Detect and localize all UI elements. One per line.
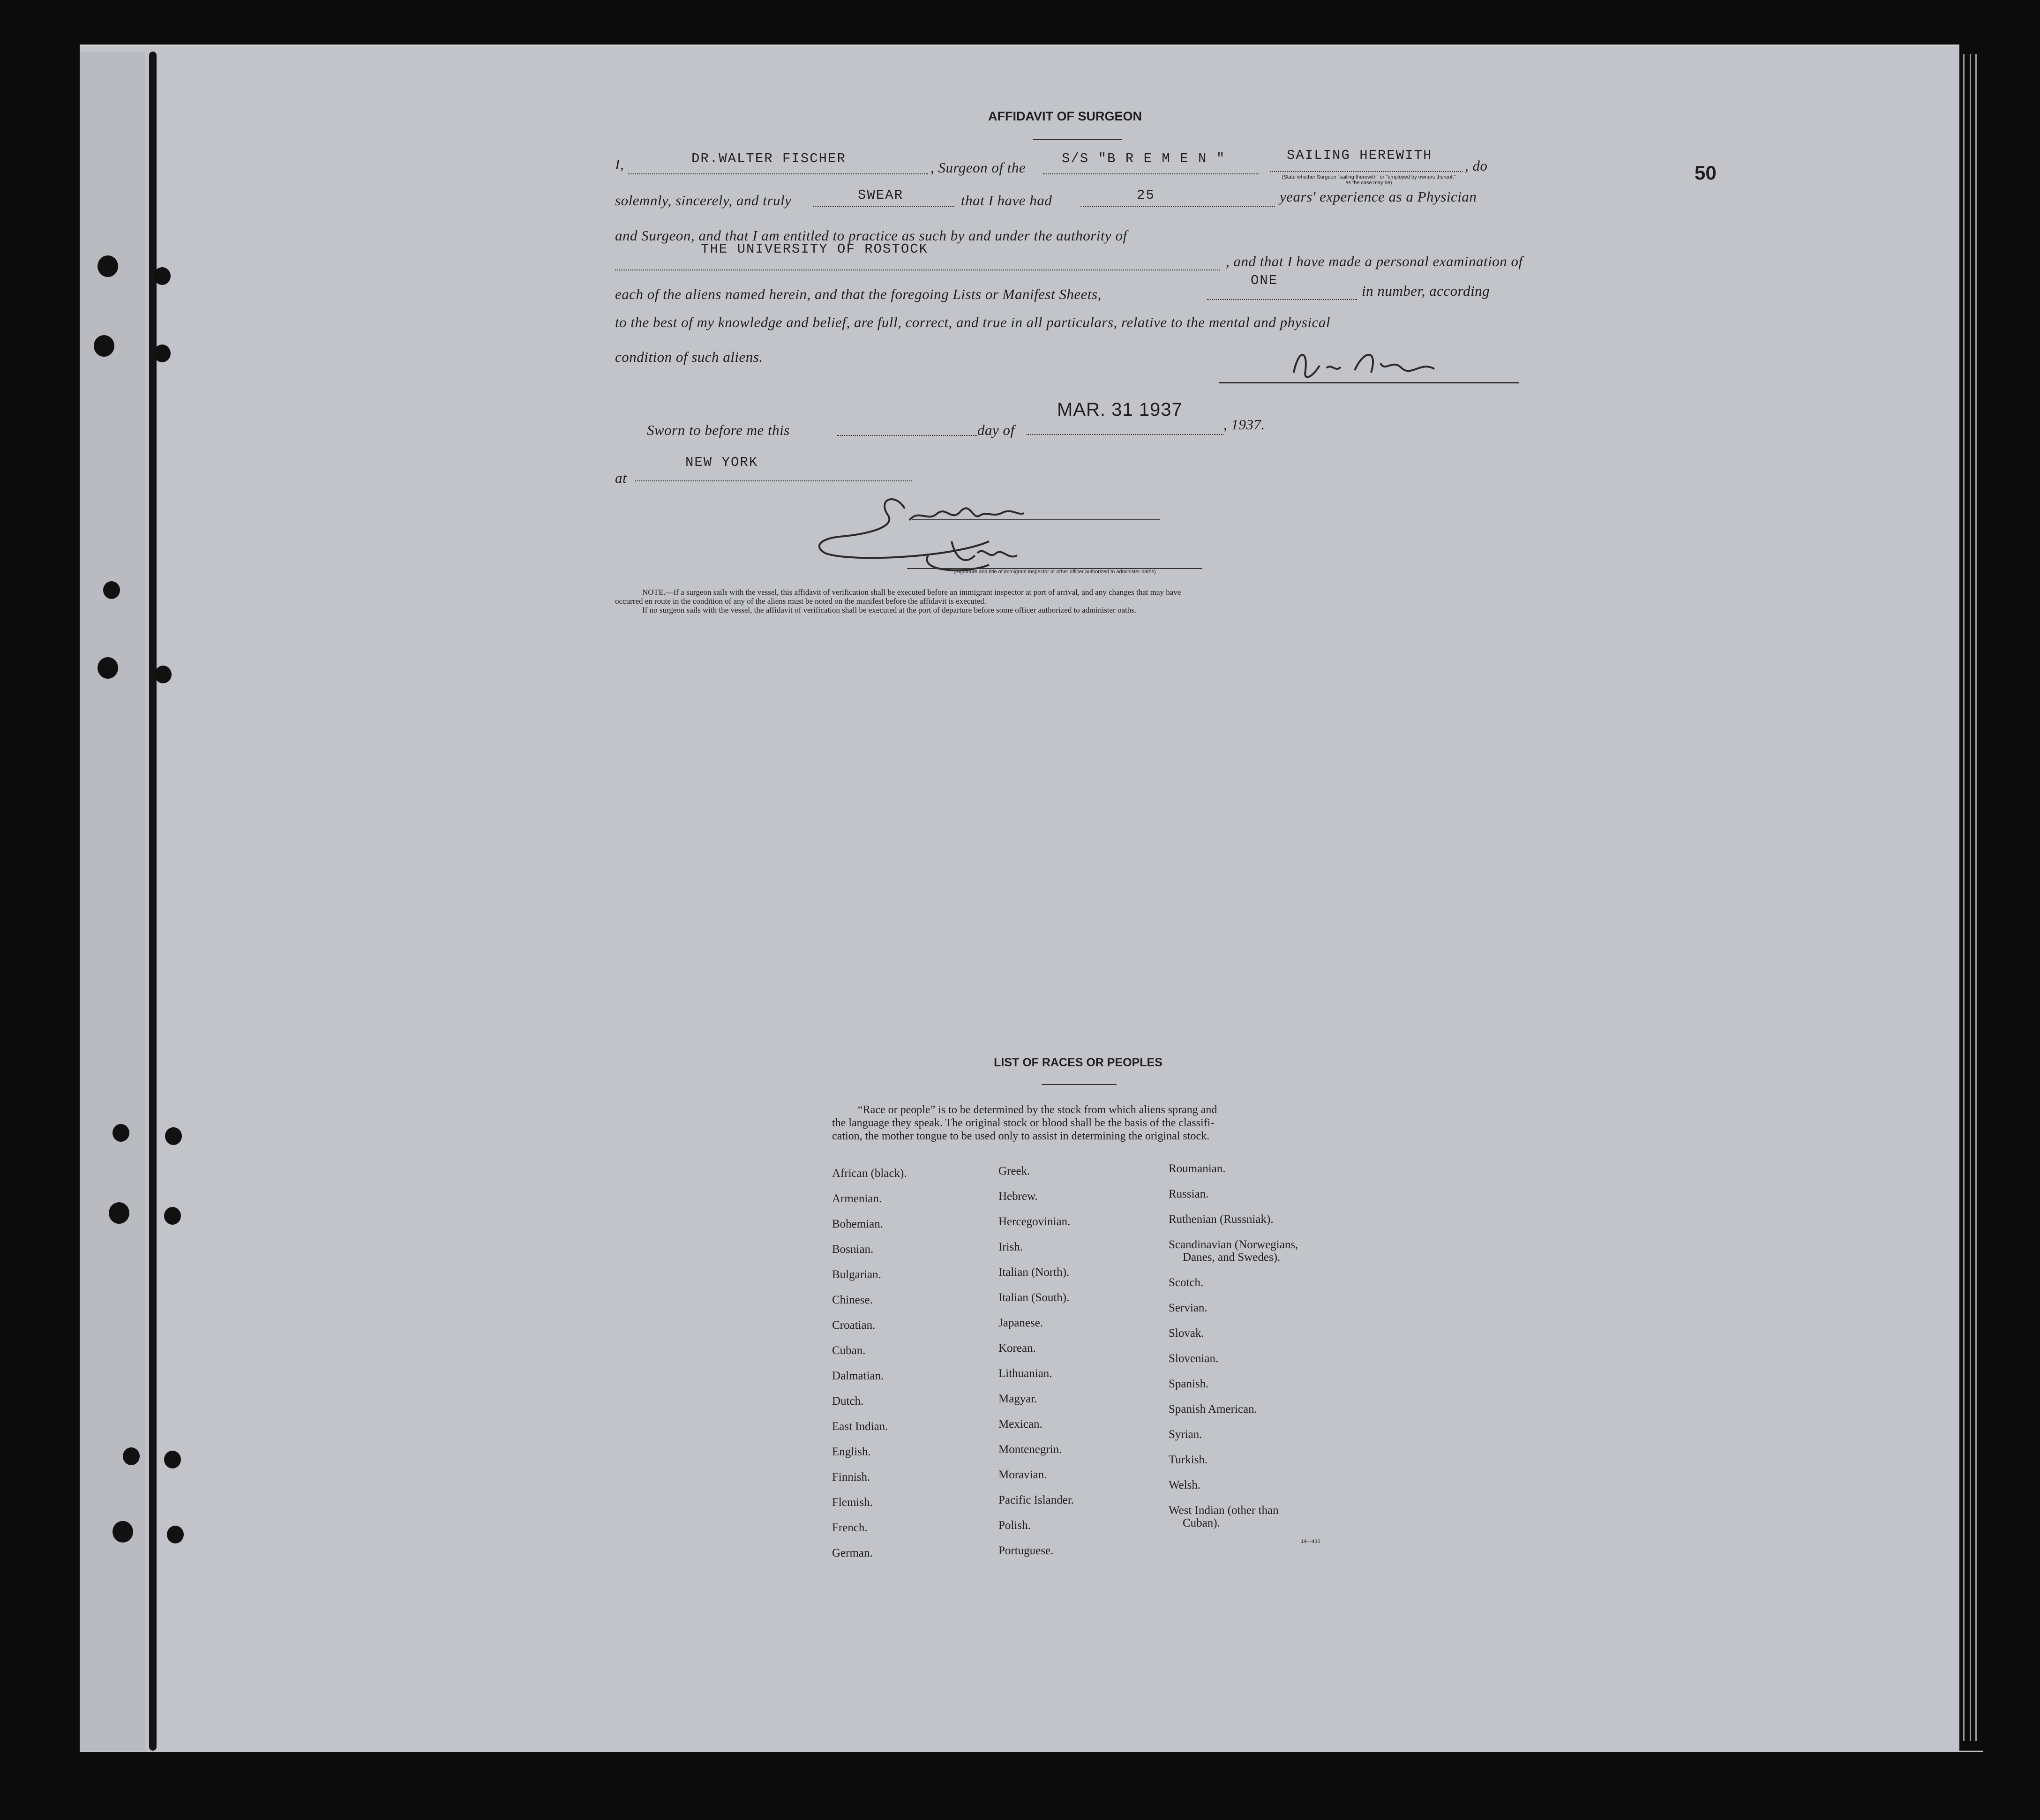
inspector-signature <box>811 490 1073 577</box>
affidavit-title: AFFIDAVIT OF SURGEON <box>988 109 1142 123</box>
race-item: Portuguese. <box>998 1544 1054 1557</box>
binding-hole <box>155 666 172 683</box>
races-title: LIST OF RACES OR PEOPLES <box>994 1056 1162 1069</box>
name-line <box>628 173 928 174</box>
races-column-3 <box>1169 1162 1298 1532</box>
race-item: Pacific Islander. <box>998 1494 1074 1506</box>
race-item <box>1169 1504 1298 1532</box>
at-label: at <box>615 470 627 486</box>
had-label: that I have had <box>961 192 1052 209</box>
race-item: East Indian. <box>832 1420 888 1433</box>
race-item: Russian. <box>1169 1188 1209 1200</box>
binding-hole <box>164 1451 181 1468</box>
binding-hole <box>112 1521 133 1543</box>
race-item: Servian. <box>1169 1302 1208 1314</box>
vessel-name: S/S "B R E M E N " <box>1062 151 1226 166</box>
sheets-count: ONE <box>1251 273 1278 288</box>
race-item: English. <box>832 1446 871 1458</box>
binding-hole <box>103 581 120 599</box>
do-label: , do <box>1465 157 1488 174</box>
race-item: Scotch. <box>1169 1276 1204 1289</box>
binding-spine <box>80 52 145 1751</box>
binding-hole <box>167 1526 184 1543</box>
race-item: Finnish. <box>832 1471 870 1483</box>
binding-hole <box>123 1447 140 1465</box>
race-item: Cuban. <box>832 1344 866 1357</box>
sailing-note: (State whether Surgeon "sailing therewith" or "employed by owners thereof," as the case may be) <box>1282 174 1456 186</box>
years-value: 25 <box>1137 187 1155 203</box>
binding-hole <box>94 335 114 357</box>
signature-caption: (Signature and title of immigrant inspector or other officer authorized to administer oaths) <box>953 569 1156 575</box>
race-item: Ruthenian (Russniak). <box>1169 1213 1274 1226</box>
race-item: Hercegovinian. <box>998 1215 1071 1228</box>
surgeon-signature <box>1284 345 1472 387</box>
race-item: Spanish American. <box>1169 1403 1257 1416</box>
race-item: Korean. <box>998 1342 1036 1355</box>
race-item: French. <box>832 1521 868 1534</box>
race-item: Syrian. <box>1169 1428 1202 1441</box>
date-stamp: MAR. 31 1937 <box>1057 399 1183 420</box>
each-label: each of the aliens named herein, and that the foregoing Lists or Manifest Sheets, <box>615 286 1102 302</box>
sheets-line <box>1207 299 1357 300</box>
place-line <box>635 480 912 481</box>
sailing-status: SAILING HEREWITH <box>1287 148 1432 163</box>
sworn-month-line <box>1027 434 1223 435</box>
race-item: Armenian. <box>832 1192 882 1205</box>
title-rule <box>1033 139 1122 140</box>
race-item: Italian (North). <box>998 1266 1070 1279</box>
solemnly-label: solemnly, sincerely, and truly <box>615 192 792 209</box>
races-intro-2: the language they speak. The original stock or blood shall be the basis of the classifi- <box>832 1117 1215 1129</box>
binding-edge <box>149 52 157 1751</box>
races-intro-1: “Race or people” is to be determined by the stock from which aliens sprang and <box>858 1104 1217 1116</box>
race-item: Irish. <box>998 1241 1023 1253</box>
note-line-2: occurred en route in the condition of any of the aliens must be noted on the manifest before the affidavit is executed. <box>615 597 986 606</box>
swear-line <box>813 206 954 207</box>
day-of-label: day of <box>977 422 1015 438</box>
race-item: Japanese. <box>998 1317 1043 1329</box>
binding-hole <box>98 255 118 277</box>
binding-hole <box>164 1207 181 1225</box>
race-item: Lithuanian. <box>998 1367 1052 1380</box>
race-item <box>1169 1238 1298 1276</box>
race-item: Montenegrin. <box>998 1443 1062 1456</box>
race-item: Dalmatian. <box>832 1370 884 1382</box>
years-line <box>1080 206 1275 207</box>
binding-hole <box>112 1124 129 1142</box>
race-item-line: Danes, and Swedes). <box>1183 1251 1281 1264</box>
inspector-signature-line <box>912 519 1160 520</box>
race-item-line: Scandinavian (Norwegians, <box>1169 1238 1298 1251</box>
authority-value: THE UNIVERSITY OF ROSTOCK <box>701 241 929 257</box>
binding-hole <box>98 657 118 679</box>
race-item: Italian (South). <box>998 1291 1070 1304</box>
examination-label: , and that I have made a personal examination of <box>1226 253 1523 270</box>
sailing-line <box>1270 171 1462 172</box>
surgeon-name: DR.WALTER FISCHER <box>691 151 846 166</box>
race-item: Dutch. <box>832 1395 864 1408</box>
race-item: German. <box>832 1547 873 1559</box>
race-item-line: West Indian (other than <box>1169 1504 1279 1517</box>
race-item: Greek. <box>998 1165 1030 1177</box>
place-value: NEW YORK <box>685 455 758 470</box>
and-surgeon-label: and Surgeon, and that I am entitled to practice as such by and under the authority of <box>615 227 1127 244</box>
race-item: Slovenian. <box>1169 1352 1219 1365</box>
races-column-1 <box>832 1167 907 1572</box>
right-margin <box>1959 45 2039 1751</box>
vessel-line <box>1043 173 1259 174</box>
in-number-label: in number, according <box>1362 283 1490 299</box>
race-item: Roumanian. <box>1169 1162 1226 1175</box>
race-item: Bulgarian. <box>832 1268 881 1281</box>
experience-label: years' experience as a Physician <box>1280 188 1477 205</box>
binding-hole <box>154 267 171 285</box>
binding-hole <box>165 1127 182 1145</box>
best-label: to the best of my knowledge and belief, are full, correct, and true in all particulars, relative to the mental and physical <box>615 314 1330 330</box>
binding-hole <box>109 1202 129 1224</box>
surgeon-of-label: , Surgeon of the <box>930 159 1026 176</box>
race-item: Magyar. <box>998 1393 1037 1405</box>
race-item: Hebrew. <box>998 1190 1038 1203</box>
race-item: Slovak. <box>1169 1327 1204 1340</box>
race-item: Spanish. <box>1169 1378 1209 1390</box>
race-item: Polish. <box>998 1519 1031 1532</box>
swear-value: SWEAR <box>858 187 904 203</box>
i-label: I, <box>615 156 624 172</box>
races-intro-3: cation, the mother tongue to be used only to assist in determining the original stock. <box>832 1130 1210 1142</box>
form-number: 14—430 <box>1301 1539 1320 1544</box>
race-item: Moravian. <box>998 1468 1047 1481</box>
sworn-label: Sworn to before me this <box>647 422 790 438</box>
race-item: Bosnian. <box>832 1243 874 1256</box>
year-label: , 1937. <box>1223 416 1265 433</box>
sworn-day-line <box>837 435 977 436</box>
race-item: Mexican. <box>998 1418 1042 1431</box>
surgeon-signature-line <box>1219 382 1519 383</box>
races-title-rule <box>1042 1084 1117 1085</box>
race-item-line: Cuban). <box>1183 1517 1220 1529</box>
race-item: African (black). <box>832 1167 907 1180</box>
races-column-2 <box>998 1165 1074 1570</box>
binding-hole <box>154 345 171 362</box>
race-item: Chinese. <box>832 1294 873 1306</box>
note-line-1: NOTE.—If a surgeon sails with the vessel, this affidavit of verification shall be executed before an immigrant inspector at port of arrival, and any changes that may have <box>642 588 1181 597</box>
condition-label: condition of such aliens. <box>615 349 763 365</box>
race-item: Turkish. <box>1169 1453 1208 1466</box>
race-item: Bohemian. <box>832 1218 884 1230</box>
note-line-3: If no surgeon sails with the vessel, the affidavit of verification shall be executed at the port of departure before some officer authorized to administer oaths. <box>642 606 1137 614</box>
race-item: Welsh. <box>1169 1479 1201 1491</box>
race-item: Flemish. <box>832 1496 873 1509</box>
race-item: Croatian. <box>832 1319 876 1332</box>
page-number: 50 <box>1695 162 1717 184</box>
